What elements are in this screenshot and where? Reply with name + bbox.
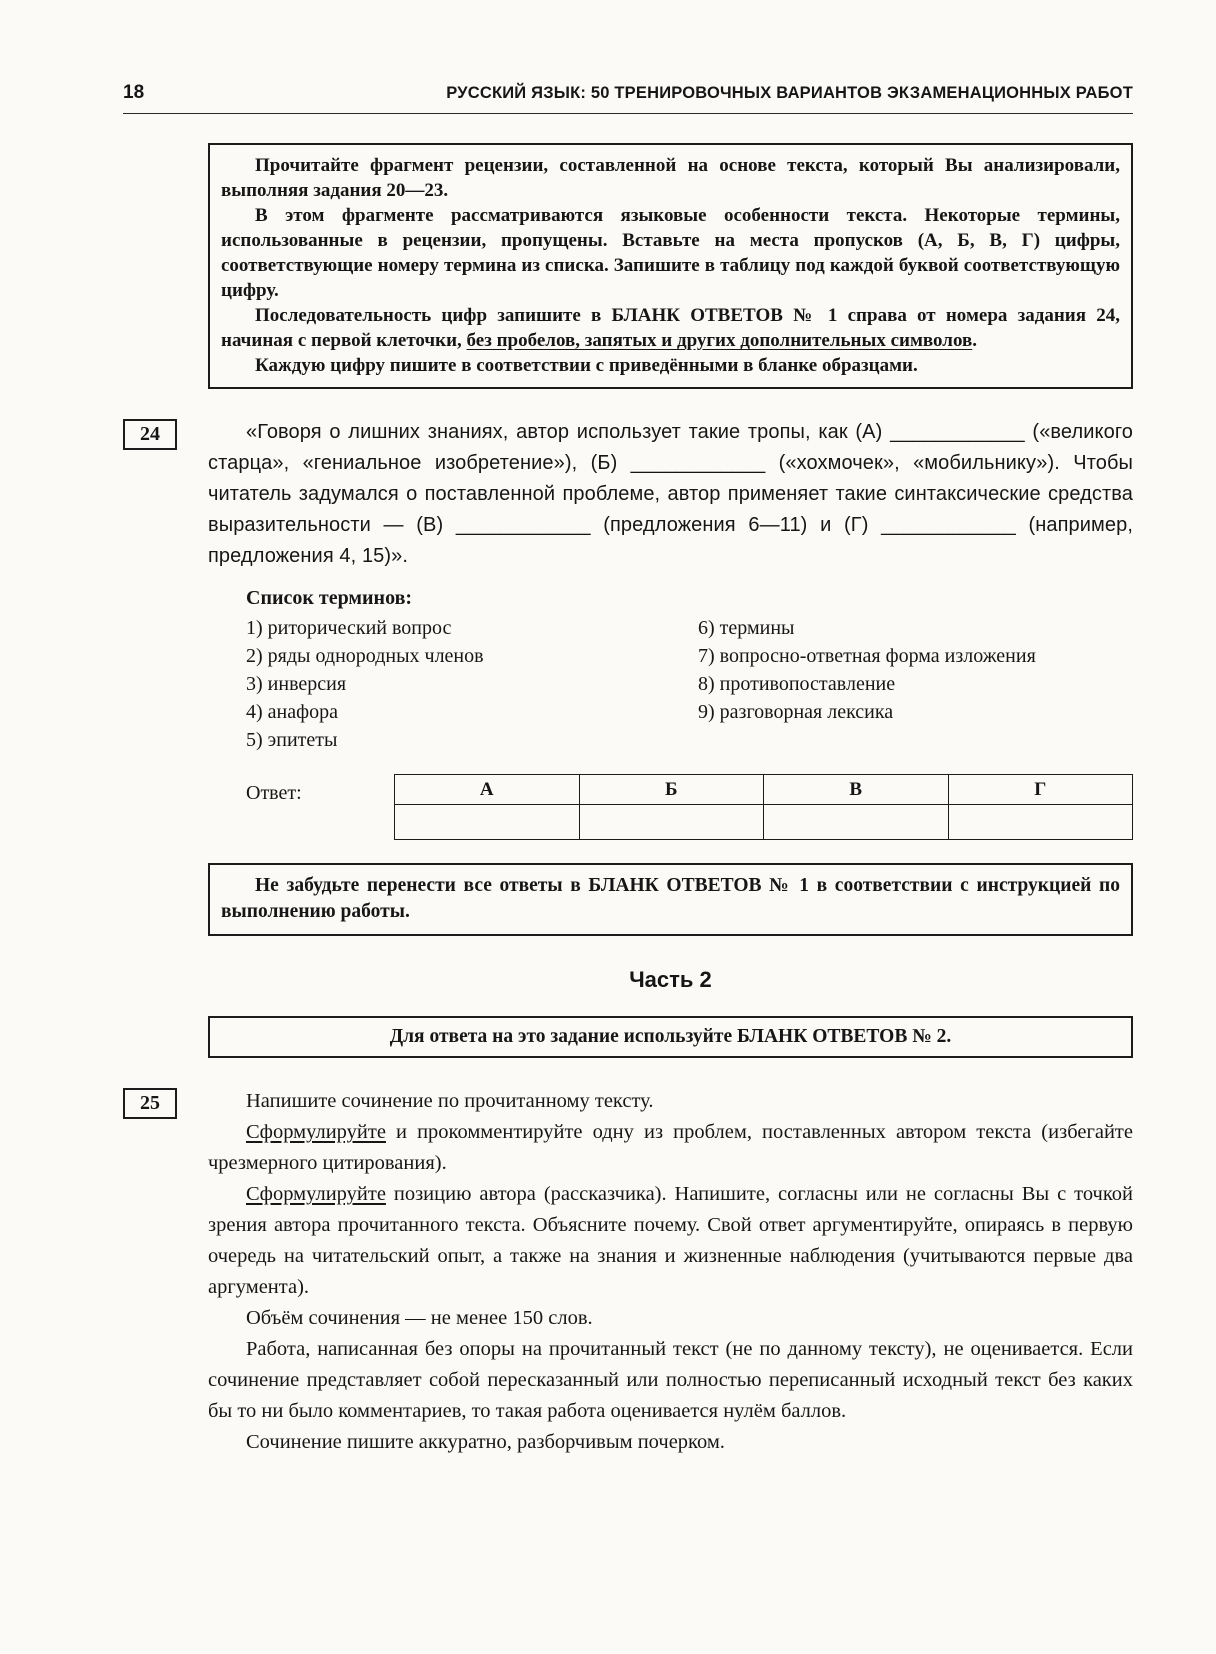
- answer-col-a: А: [395, 775, 580, 805]
- transfer-answers-note-box: [208, 863, 1133, 936]
- essay-paragraph-5: Работа, написанная без опоры на прочитанный текст (не по данному тексту), не оценивается. Если сочинение представляет собой пересказанный или полностью переписанный исходный текст без каких бы то ни было комментариев, то такая работа оценивается нулём баллов.: [208, 1338, 1133, 1422]
- answer-cell-a: [395, 805, 580, 840]
- terms-list: [246, 614, 1133, 754]
- instruction-paragraph-3: [221, 303, 1120, 353]
- answer-col-v: В: [764, 775, 949, 805]
- term-item-5: 5) эпитеты: [246, 729, 338, 751]
- task-24-number-box: 24: [123, 419, 177, 450]
- term-item-9: 9) разговорная лексика: [698, 701, 894, 723]
- essay-p2-underlined: Сформулируйте: [246, 1121, 386, 1143]
- instruction-p3-end: .: [972, 330, 977, 351]
- terms-column-right: [698, 614, 1133, 754]
- review-fragment-text: «Говоря о лишних знаниях, автор использует такие тропы, как (А) ____________ («великого старца», «гениальное изобретение»), (Б) ____________ («хохмочек», «мобильнику»). Чтобы читатель задумался о поставленной проблеме, автор применяет такие синтаксические средства выразительности — (В) ____________ (предложения 6—11) и (Г) ____________ (например, предложения 4, 15)».: [208, 421, 1133, 567]
- running-head-title: РУССКИЙ ЯЗЫК: 50 ТРЕНИРОВОЧНЫХ ВАРИАНТОВ ЭКЗАМЕНАЦИОННЫХ РАБОТ: [446, 84, 1133, 102]
- term-item-4: 4) анафора: [246, 701, 338, 723]
- term-item-8: 8) противопоставление: [698, 673, 896, 695]
- answer-col-b: Б: [579, 775, 764, 805]
- instruction-paragraph-4: Каждую цифру пишите в соответствии с приведёнными в бланке образцами.: [255, 355, 918, 376]
- essay-p3-underlined: Сформулируйте: [246, 1183, 386, 1205]
- term-item-6: 6) термины: [698, 617, 795, 639]
- term-item-1: 1) риторический вопрос: [246, 617, 452, 639]
- task-24: [123, 417, 1133, 840]
- term-item-3: 3) инверсия: [246, 673, 347, 695]
- instruction-p3-start: Последовательность цифр запишите в БЛАНК ОТВЕТОВ № 1 справа от номера задания 24, начиная с первой клеточки,: [221, 305, 1120, 351]
- answer-cell-b: [579, 805, 764, 840]
- essay-paragraph-1: Напишите сочинение по прочитанному тексту.: [246, 1090, 654, 1112]
- instruction-paragraph-2: В этом фрагменте рассматриваются языковые особенности текста. Некоторые термины, использованные в рецензии, пропущены. Вставьте на места пропусков (А, Б, В, Г) цифры, соответствующие номеру термина из списка. Запишите в таблицу под каждой буквой соответствующую цифру.: [221, 205, 1120, 301]
- instruction-p3-underlined: без пробелов, запятых и других дополнительных символов: [466, 330, 973, 351]
- term-item-7: 7) вопросно-ответная форма изложения: [698, 645, 1036, 667]
- page-header: [123, 82, 1133, 114]
- essay-p3-rest: позицию автора (рассказчика). Напишите, согласны или не согласны Вы с точкой зрения автора прочитанного текста. Объясните почему. Свой ответ аргументируйте, опираясь в первую очередь на читательский опыт, а также на знания и жизненные наблюдения (учитываются первые два аргумента).: [208, 1183, 1133, 1298]
- answer-table-header-row: [395, 775, 1133, 805]
- instruction-paragraph-1: Прочитайте фрагмент рецензии, составленной на основе текста, который Вы анализировали, выполняя задания 20—23.: [221, 155, 1120, 201]
- essay-paragraph-3: [208, 1179, 1133, 1303]
- answer-sheet-2-text: Для ответа на это задание используйте БЛАНК ОТВЕТОВ № 2.: [389, 1026, 952, 1047]
- answer-section: [208, 774, 1133, 840]
- answer-col-g: Г: [948, 775, 1133, 805]
- task-25-number-box: 25: [123, 1088, 177, 1119]
- answer-sheet-2-box: [208, 1016, 1133, 1058]
- task-25-body: [208, 1086, 1133, 1458]
- task-25: [123, 1086, 1133, 1458]
- transfer-answers-note-text: Не забудьте перенести все ответы в БЛАНК ОТВЕТОВ № 1 в соответствии с инструкцией по выполнению работы.: [221, 875, 1120, 922]
- terms-column-left: [246, 614, 698, 754]
- essay-paragraph-4: Объём сочинения — не менее 150 слов.: [246, 1307, 593, 1329]
- part-2-heading: Часть 2: [629, 967, 712, 992]
- answer-table: [394, 774, 1133, 840]
- essay-p2-rest: и прокомментируйте одну из проблем, поставленных автором текста (избегайте чрезмерного цитирования).: [208, 1121, 1133, 1174]
- answer-cell-g: [948, 805, 1133, 840]
- page-number: 18: [123, 82, 145, 103]
- task24-instruction-box: [208, 143, 1133, 389]
- essay-paragraph-2: [208, 1117, 1133, 1179]
- answer-table-input-row: [395, 805, 1133, 840]
- answer-label: Ответ:: [246, 782, 302, 804]
- term-item-2: 2) ряды однородных членов: [246, 645, 484, 667]
- task-24-body: [208, 417, 1133, 840]
- essay-paragraph-6: Сочинение пишите аккуратно, разборчивым почерком.: [246, 1431, 725, 1453]
- terms-list-title: Список терминов:: [246, 587, 413, 609]
- answer-cell-v: [764, 805, 949, 840]
